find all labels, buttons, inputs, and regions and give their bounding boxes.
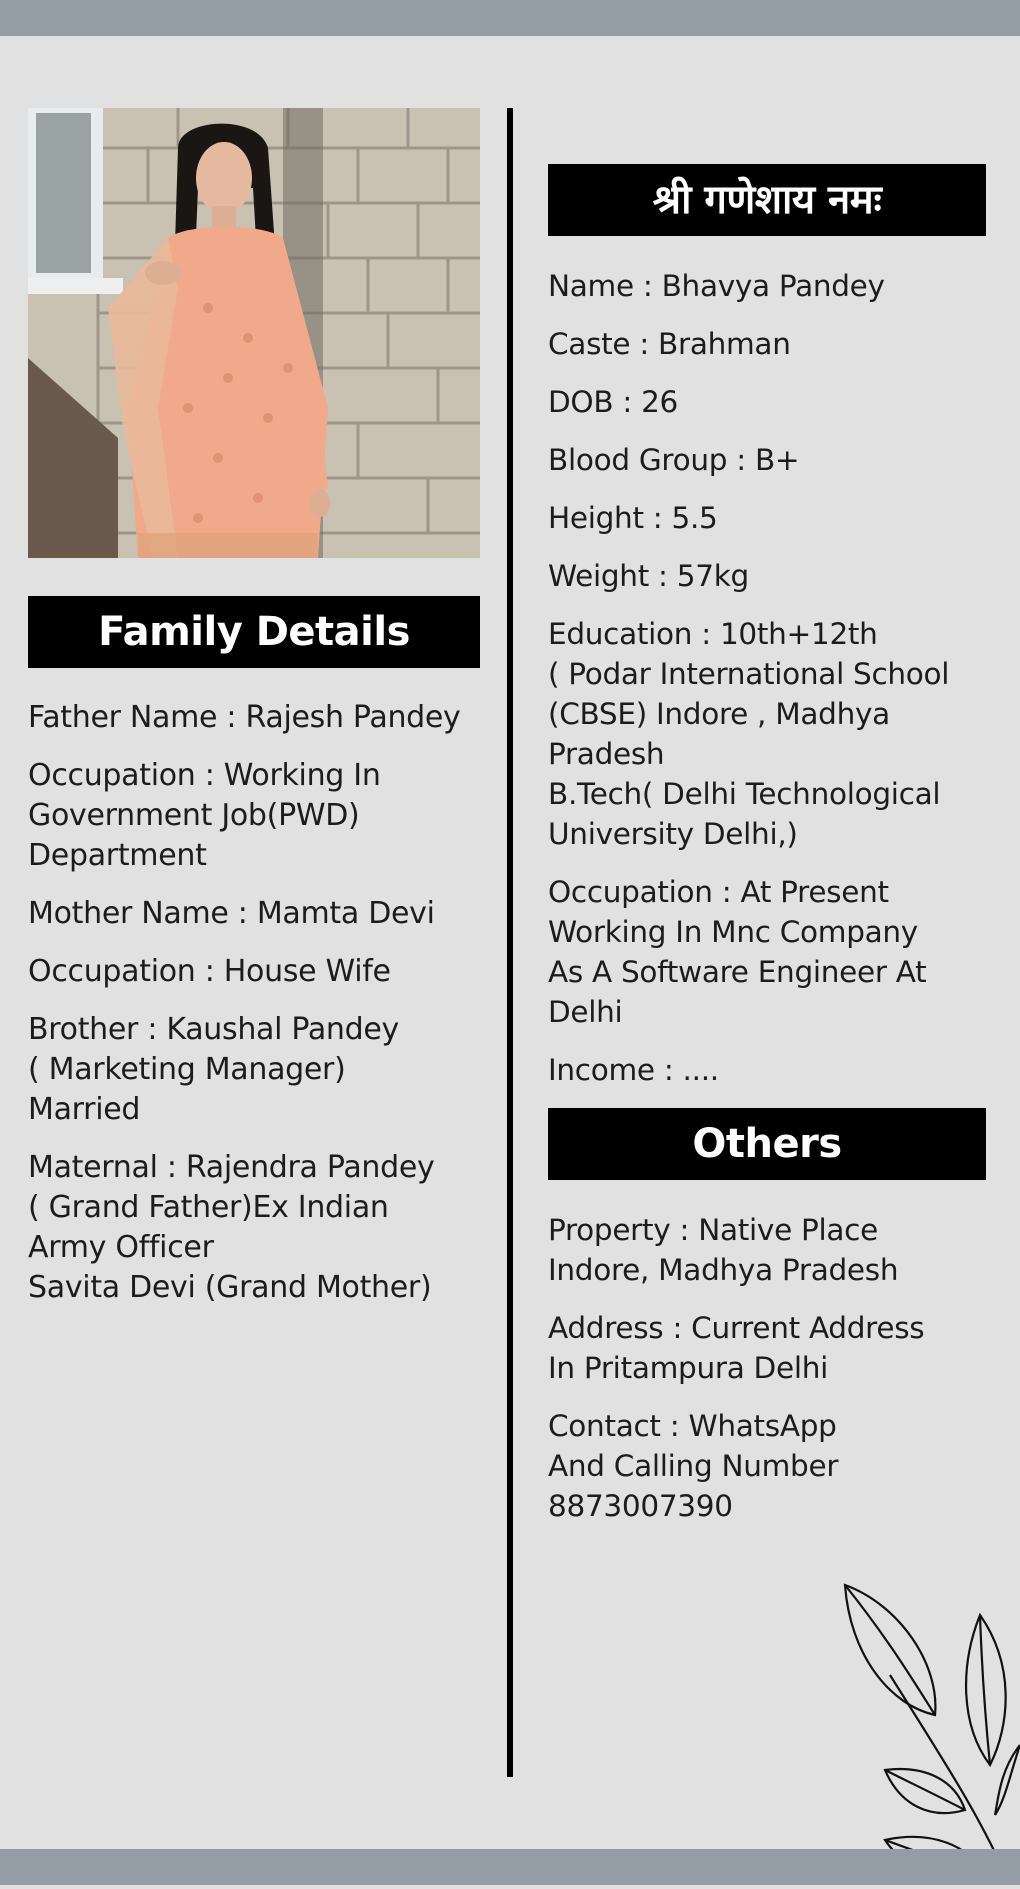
left-column — [28, 596, 484, 1326]
personal-detail-item-line: Delhi — [548, 995, 623, 1029]
family-detail-item — [28, 756, 484, 876]
personal-detail-item — [548, 382, 988, 422]
personal-detail-item — [548, 556, 988, 596]
family-detail-item-line: ( Marketing Manager) — [28, 1052, 346, 1087]
personal-detail-item-line: Blood Group : B+ — [548, 443, 800, 477]
family-detail-item-line: Mother Name : Mamta Devi — [28, 896, 435, 931]
personal-detail-item-line: B.Tech( Delhi Technological — [548, 777, 941, 811]
others-detail-item-line: Indore, Madhya Pradesh — [548, 1253, 899, 1287]
others-detail-item-line: Contact : WhatsApp — [548, 1409, 837, 1443]
family-details-heading: Family Details — [28, 596, 480, 668]
family-detail-item-line: Married — [28, 1092, 141, 1127]
others-detail-item — [548, 1210, 988, 1290]
family-detail-item-line: Father Name : Rajesh Pandey — [28, 700, 461, 735]
personal-detail-item-line: Caste : Brahman — [548, 327, 791, 361]
family-detail-item-line: Department — [28, 838, 207, 873]
personal-detail-item-line: Working In Mnc Company — [548, 915, 918, 949]
family-detail-item-line: Savita Devi (Grand Mother) — [28, 1270, 432, 1305]
family-detail-item-line: Occupation : Working In — [28, 758, 381, 793]
bottom-bar — [0, 1849, 1020, 1885]
family-detail-item-line: Government Job(PWD) — [28, 798, 360, 833]
personal-details-list — [548, 266, 988, 1090]
personal-detail-item — [548, 266, 988, 306]
personal-detail-item-line: (CBSE) Indore , Madhya — [548, 697, 890, 731]
others-detail-item-line: Property : Native Place — [548, 1213, 878, 1247]
others-detail-item — [548, 1308, 988, 1388]
right-column — [548, 164, 988, 1544]
others-list — [548, 1210, 988, 1526]
family-details-list — [28, 698, 484, 1308]
others-detail-item-line: And Calling Number — [548, 1449, 839, 1483]
leaf-outline-icon — [830, 1575, 1020, 1889]
personal-detail-item — [548, 872, 988, 1032]
personal-detail-item-line: Education : 10th+12th — [548, 617, 878, 651]
personal-detail-item — [548, 614, 988, 854]
personal-detail-item-line: University Delhi,) — [548, 817, 798, 851]
invocation-heading: श्री गणेशाय नमः — [548, 164, 986, 236]
personal-detail-item-line: Income : .... — [548, 1053, 719, 1087]
family-detail-item-line: Army Officer — [28, 1230, 214, 1265]
others-heading: Others — [548, 1108, 986, 1180]
personal-detail-item — [548, 1050, 988, 1090]
personal-detail-item-line: Weight : 57kg — [548, 559, 749, 593]
others-detail-item-line: In Pritampura Delhi — [548, 1351, 829, 1385]
family-detail-item — [28, 1010, 484, 1130]
personal-detail-item-line: DOB : 26 — [548, 385, 679, 419]
personal-detail-item-line: As A Software Engineer At — [548, 955, 927, 989]
personal-detail-item-line: Name : Bhavya Pandey — [548, 269, 885, 303]
personal-detail-item — [548, 324, 988, 364]
others-detail-item-line: 8873007390 — [548, 1489, 733, 1523]
personal-detail-item — [548, 498, 988, 538]
family-detail-item-line: ( Grand Father)Ex Indian — [28, 1190, 389, 1225]
family-detail-item — [28, 894, 484, 934]
others-detail-item — [548, 1406, 988, 1526]
family-detail-item — [28, 952, 484, 992]
personal-detail-item — [548, 440, 988, 480]
others-section — [548, 1108, 988, 1526]
personal-detail-item-line: Pradesh — [548, 737, 665, 771]
family-detail-item — [28, 698, 484, 738]
personal-detail-item-line: Height : 5.5 — [548, 501, 718, 535]
column-divider — [507, 108, 513, 1777]
family-detail-item-line: Brother : Kaushal Pandey — [28, 1012, 399, 1047]
profile-photo-illustration — [28, 108, 480, 558]
top-bar — [0, 0, 1020, 36]
profile-photo — [28, 108, 480, 558]
family-detail-item-line: Occupation : House Wife — [28, 954, 391, 989]
family-detail-item-line: Maternal : Rajendra Pandey — [28, 1150, 435, 1185]
others-detail-item-line: Address : Current Address — [548, 1311, 925, 1345]
personal-detail-item-line: Occupation : At Present — [548, 875, 889, 909]
personal-detail-item-line: ( Podar International School — [548, 657, 950, 691]
family-detail-item — [28, 1148, 484, 1308]
